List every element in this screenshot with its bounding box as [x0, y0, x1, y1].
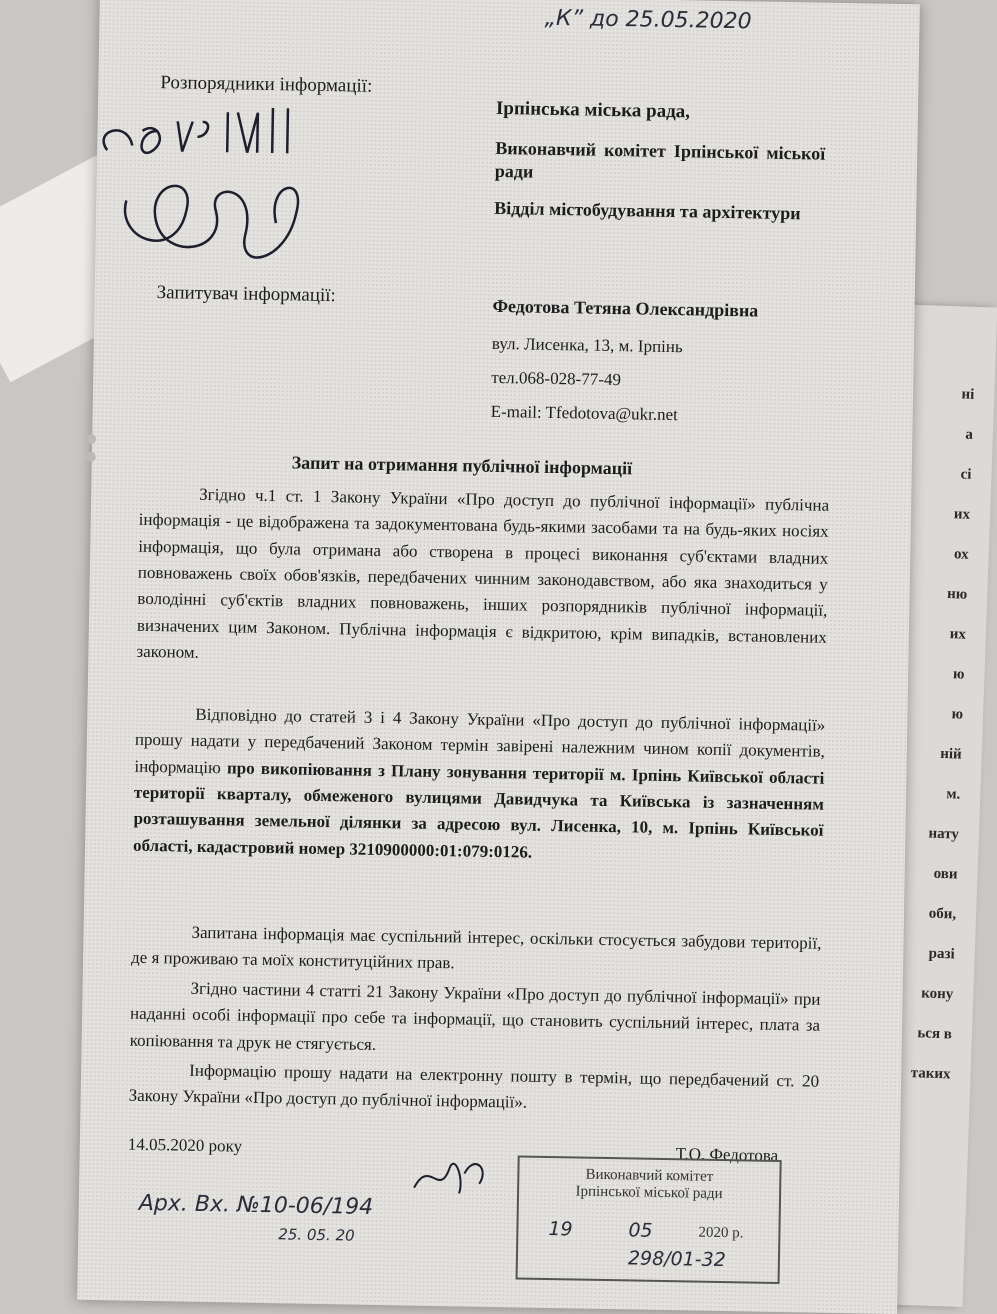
paragraph-2-bold: про викопіювання з Плану зонування території м. Ірпінь Київської області території кварталу, обмеженого вулицями Давидчука та Київська із зазначенням розташування земельної ділянки за адресою вул. Лисенка, 10, м. Ірпінь Київської області, кадастровий номер 3210900000:01:079:0126. [132, 758, 825, 862]
paragraph-1: Згідно ч.1 ст. 1 Закону України «Про доступ до публічної інформації» публічна інформація - це відображена та задокументована будь-якими засобами та на будь-яких носіях інформація, що була отримана або створена в процесі виконання суб'єктами владних повноважень своїх обов'язків, передбачених чинним законодавством, або яка знаходиться у володінні суб'єктів владних повноважень, інших розпорядників публічної інформації, визначених цим Законом. Публічна інформація є відкритою, крім випадків, встановлених законом. [136, 484, 830, 662]
stamp-month: 05 [628, 1219, 653, 1242]
archive-date: 25. 05. 20 [278, 1225, 355, 1245]
back-sheet-fragment: таких [910, 1065, 951, 1083]
back-sheet-fragment: их [949, 626, 967, 643]
back-sheet-fragment: ю [951, 706, 964, 723]
back-sheet-fragment: ься в [917, 1025, 953, 1043]
punch-hole [86, 452, 96, 462]
back-sheet-fragment: ю [952, 666, 965, 683]
holders-label: Розпорядники інформації: [160, 72, 373, 97]
recipient-city-council: Ірпінська міська рада, [495, 97, 691, 123]
requester-address: вул. Лисенка, 13, м. Ірпінь [491, 333, 683, 357]
back-sheet-fragment: нату [928, 825, 960, 843]
back-sheet-fragment: их [953, 506, 971, 523]
signature-mark [409, 1148, 500, 1210]
back-sheet-fragment: оби, [928, 905, 957, 923]
document-title: Запит на отримання публічної інформації [291, 452, 633, 479]
back-sheet-fragment: ох [953, 546, 969, 563]
stamp-line-1: Виконавчий комітет [585, 1166, 714, 1185]
stamp-year: 2020 р. [698, 1224, 744, 1242]
punch-hole [86, 434, 96, 444]
archive-note: Арх. Вх. №10-06/194 [138, 1190, 374, 1220]
document-date: 14.05.2020 року [127, 1134, 243, 1156]
back-sheet-fragment: ній [939, 745, 962, 763]
requester-phone: тел.068-028-77-49 [491, 367, 622, 390]
back-sheet-fragment: кону [920, 985, 954, 1003]
requester-name: Федотова Тетяна Олександрівна [492, 295, 759, 321]
back-sheet-fragment: ні [961, 386, 975, 403]
registration-stamp [516, 1155, 782, 1284]
back-sheet-fragment: разі [928, 945, 955, 963]
paragraph-5: Інформацію прошу надати на електронну пошту в термін, що передбачений ст. 20 Закону України «Про доступ до публічної інформації». [128, 1060, 820, 1112]
handwritten-date: „К” до 25.05.2020 [544, 5, 752, 35]
back-sheet-fragment: ови [933, 865, 958, 883]
signer-name: Т.О. Федотова [675, 1144, 779, 1166]
recipient-architecture-dept: Відділ містобудування та архітектури [494, 197, 801, 224]
requester-label: Запитувач інформації: [156, 282, 336, 307]
stamp-day: 19 [548, 1218, 573, 1241]
recipient-executive-committee: Виконавчий комітет Ірпінської міської ради [494, 137, 826, 182]
document-page [77, 0, 920, 1314]
paragraph-2 [133, 701, 826, 871]
paragraph-4: Згідно частини 4 статті 21 Закону України «Про доступ до публічної інформації» при наданні особі інформації про себе та інформації, що становить суспільний інтерес, плата за копіювання та друк не стягується. [129, 978, 821, 1054]
back-sheet-fragment: ню [946, 586, 968, 603]
stamp-line-2: Ірпінської міської ради [575, 1183, 723, 1203]
back-sheet-fragment: а [965, 426, 974, 443]
requester-email: E-mail: Tfedotova@ukr.net [490, 401, 679, 425]
back-sheet-fragment: сі [960, 466, 972, 483]
stamp-reg-number: 298/01-32 [627, 1247, 727, 1272]
back-sheet-fragment: м. [946, 786, 961, 803]
paragraph-2-text: Відповідно до статей 3 і 4 Закону України «Про доступ до публічної інформації» прошу надати у передбачений Законом термін завірені належним чином копії документів, інформацію [134, 704, 826, 778]
paragraph-3: Запитана інформація має суспільний інтерес, оскільки стосується забудови території, де я проживаю та моїх конституційних прав. [130, 922, 822, 973]
